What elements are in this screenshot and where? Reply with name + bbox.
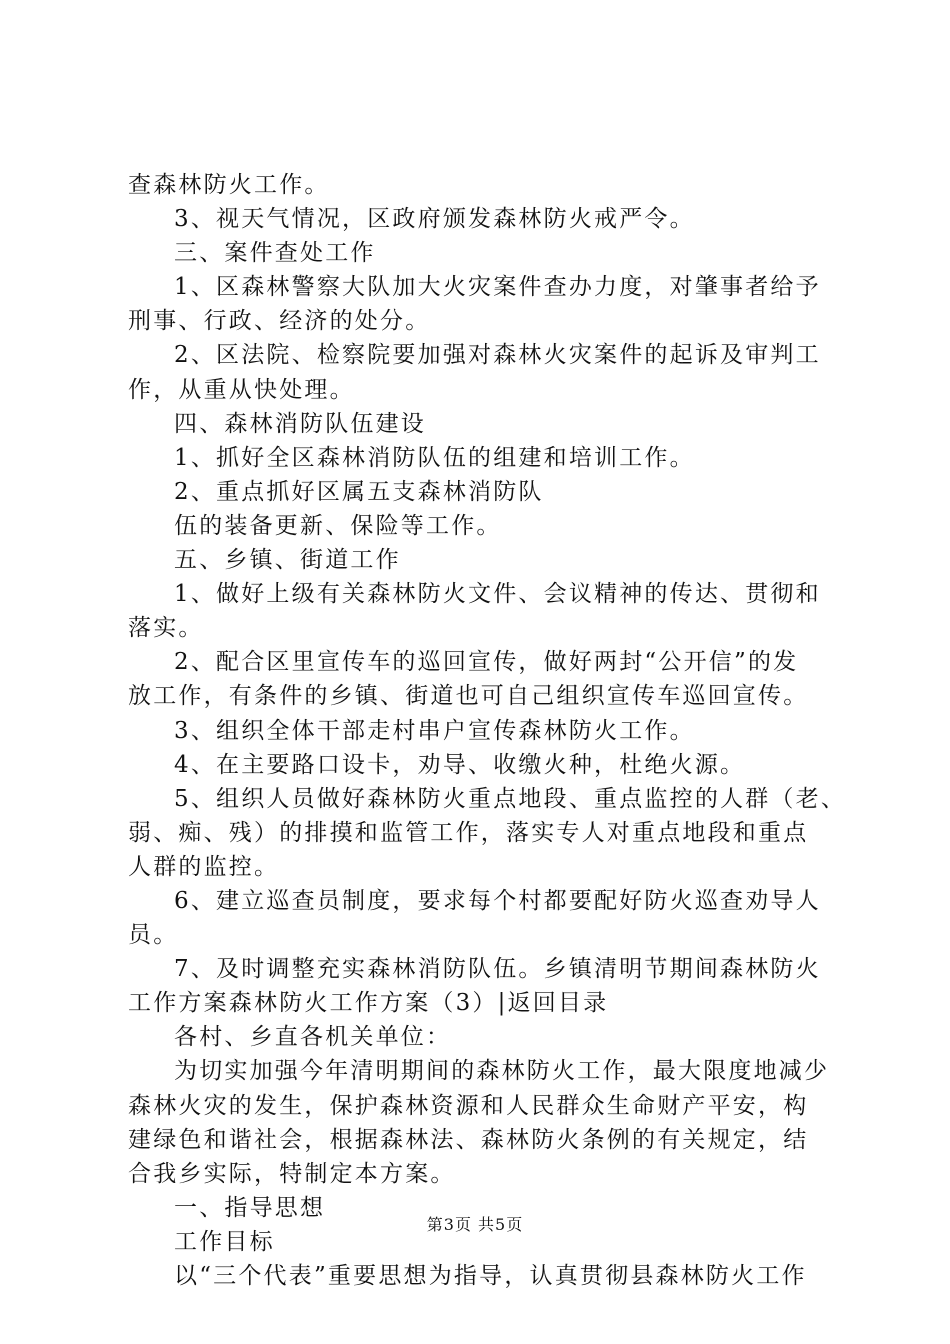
text-line: 一、指导思想: [174, 1194, 326, 1221]
text-line: 建绿色和谐社会，根据森林法、森林防火条例的有关规定，结: [128, 1126, 809, 1153]
text-line: 刑事、行政、经济的处分。: [128, 308, 431, 335]
text-line: 五、乡镇、街道工作: [174, 547, 401, 574]
text-line: 1、区森林警察大队加大火灾案件查办力度，对肇事者给予: [174, 274, 821, 301]
text-line: 各村、乡直各机关单位：: [174, 1024, 452, 1051]
text-line: 以“三个代表”重要思想为指导，认真贯彻县森林防火工作: [174, 1263, 807, 1289]
text-line: 落实。: [128, 615, 204, 642]
text-line: 人群的监控。: [128, 853, 280, 880]
text-line: 1、做好上级有关森林防火文件、会议精神的传达、贯彻和: [174, 581, 821, 608]
text-line: 5、组织人员做好森林防火重点地段、重点监控的人群（老、: [174, 785, 847, 812]
text-line: 2、重点抓好区属五支森林消防队: [174, 478, 544, 505]
text-line: 员。: [128, 922, 179, 949]
text-line: 作，从重从快处理。: [128, 376, 355, 403]
text-line: 2、区法院、检察院要加强对森林火灾案件的起诉及审判工: [174, 342, 821, 369]
text-line: 合我乡实际，特制定本方案。: [128, 1160, 456, 1187]
text-line: 6、建立巡查员制度，要求每个村都要配好防火巡查劝导人: [174, 887, 821, 914]
text-line: 3、视天气情况，区政府颁发森林防火戒严令。: [174, 206, 695, 233]
text-line: 为切实加强今年清明期间的森林防火工作，最大限度地减少: [174, 1058, 830, 1085]
text-line: 2、配合区里宣传车的巡回宣传，做好两封“公开信”的发: [174, 649, 799, 676]
text-line: 7、及时调整充实森林消防队伍。乡镇清明节期间森林防火: [174, 956, 821, 983]
text-line: 三、案件查处工作: [174, 240, 376, 267]
text-line: 工作方案森林防火工作方案（3）|返回目录: [128, 990, 609, 1017]
text-line: 3、组织全体干部走村串户宣传森林防火工作。: [174, 717, 695, 744]
text-line: 工作目标: [174, 1228, 275, 1255]
document-body: [128, 168, 847, 1293]
text-line: 四、森林消防队伍建设: [174, 410, 426, 437]
text-line: 森林火灾的发生，保护森林资源和人民群众生命财产平安，构: [128, 1092, 809, 1119]
text-line: 放工作，有条件的乡镇、街道也可自己组织宣传车巡回宣传。: [128, 683, 809, 710]
page-footer: 第3页 共5页: [426, 1215, 524, 1234]
text-line: 伍的装备更新、保险等工作。: [174, 512, 502, 539]
text-line: 弱、痴、残）的排摸和监管工作，落实专人对重点地段和重点: [128, 819, 809, 846]
text-line: 查森林防火工作。: [128, 172, 330, 198]
text-line: 1、抓好全区森林消防队伍的组建和培训工作。: [174, 444, 695, 471]
text-line: 4、在主要路口设卡，劝导、收缴火种，杜绝火源。: [174, 751, 746, 778]
